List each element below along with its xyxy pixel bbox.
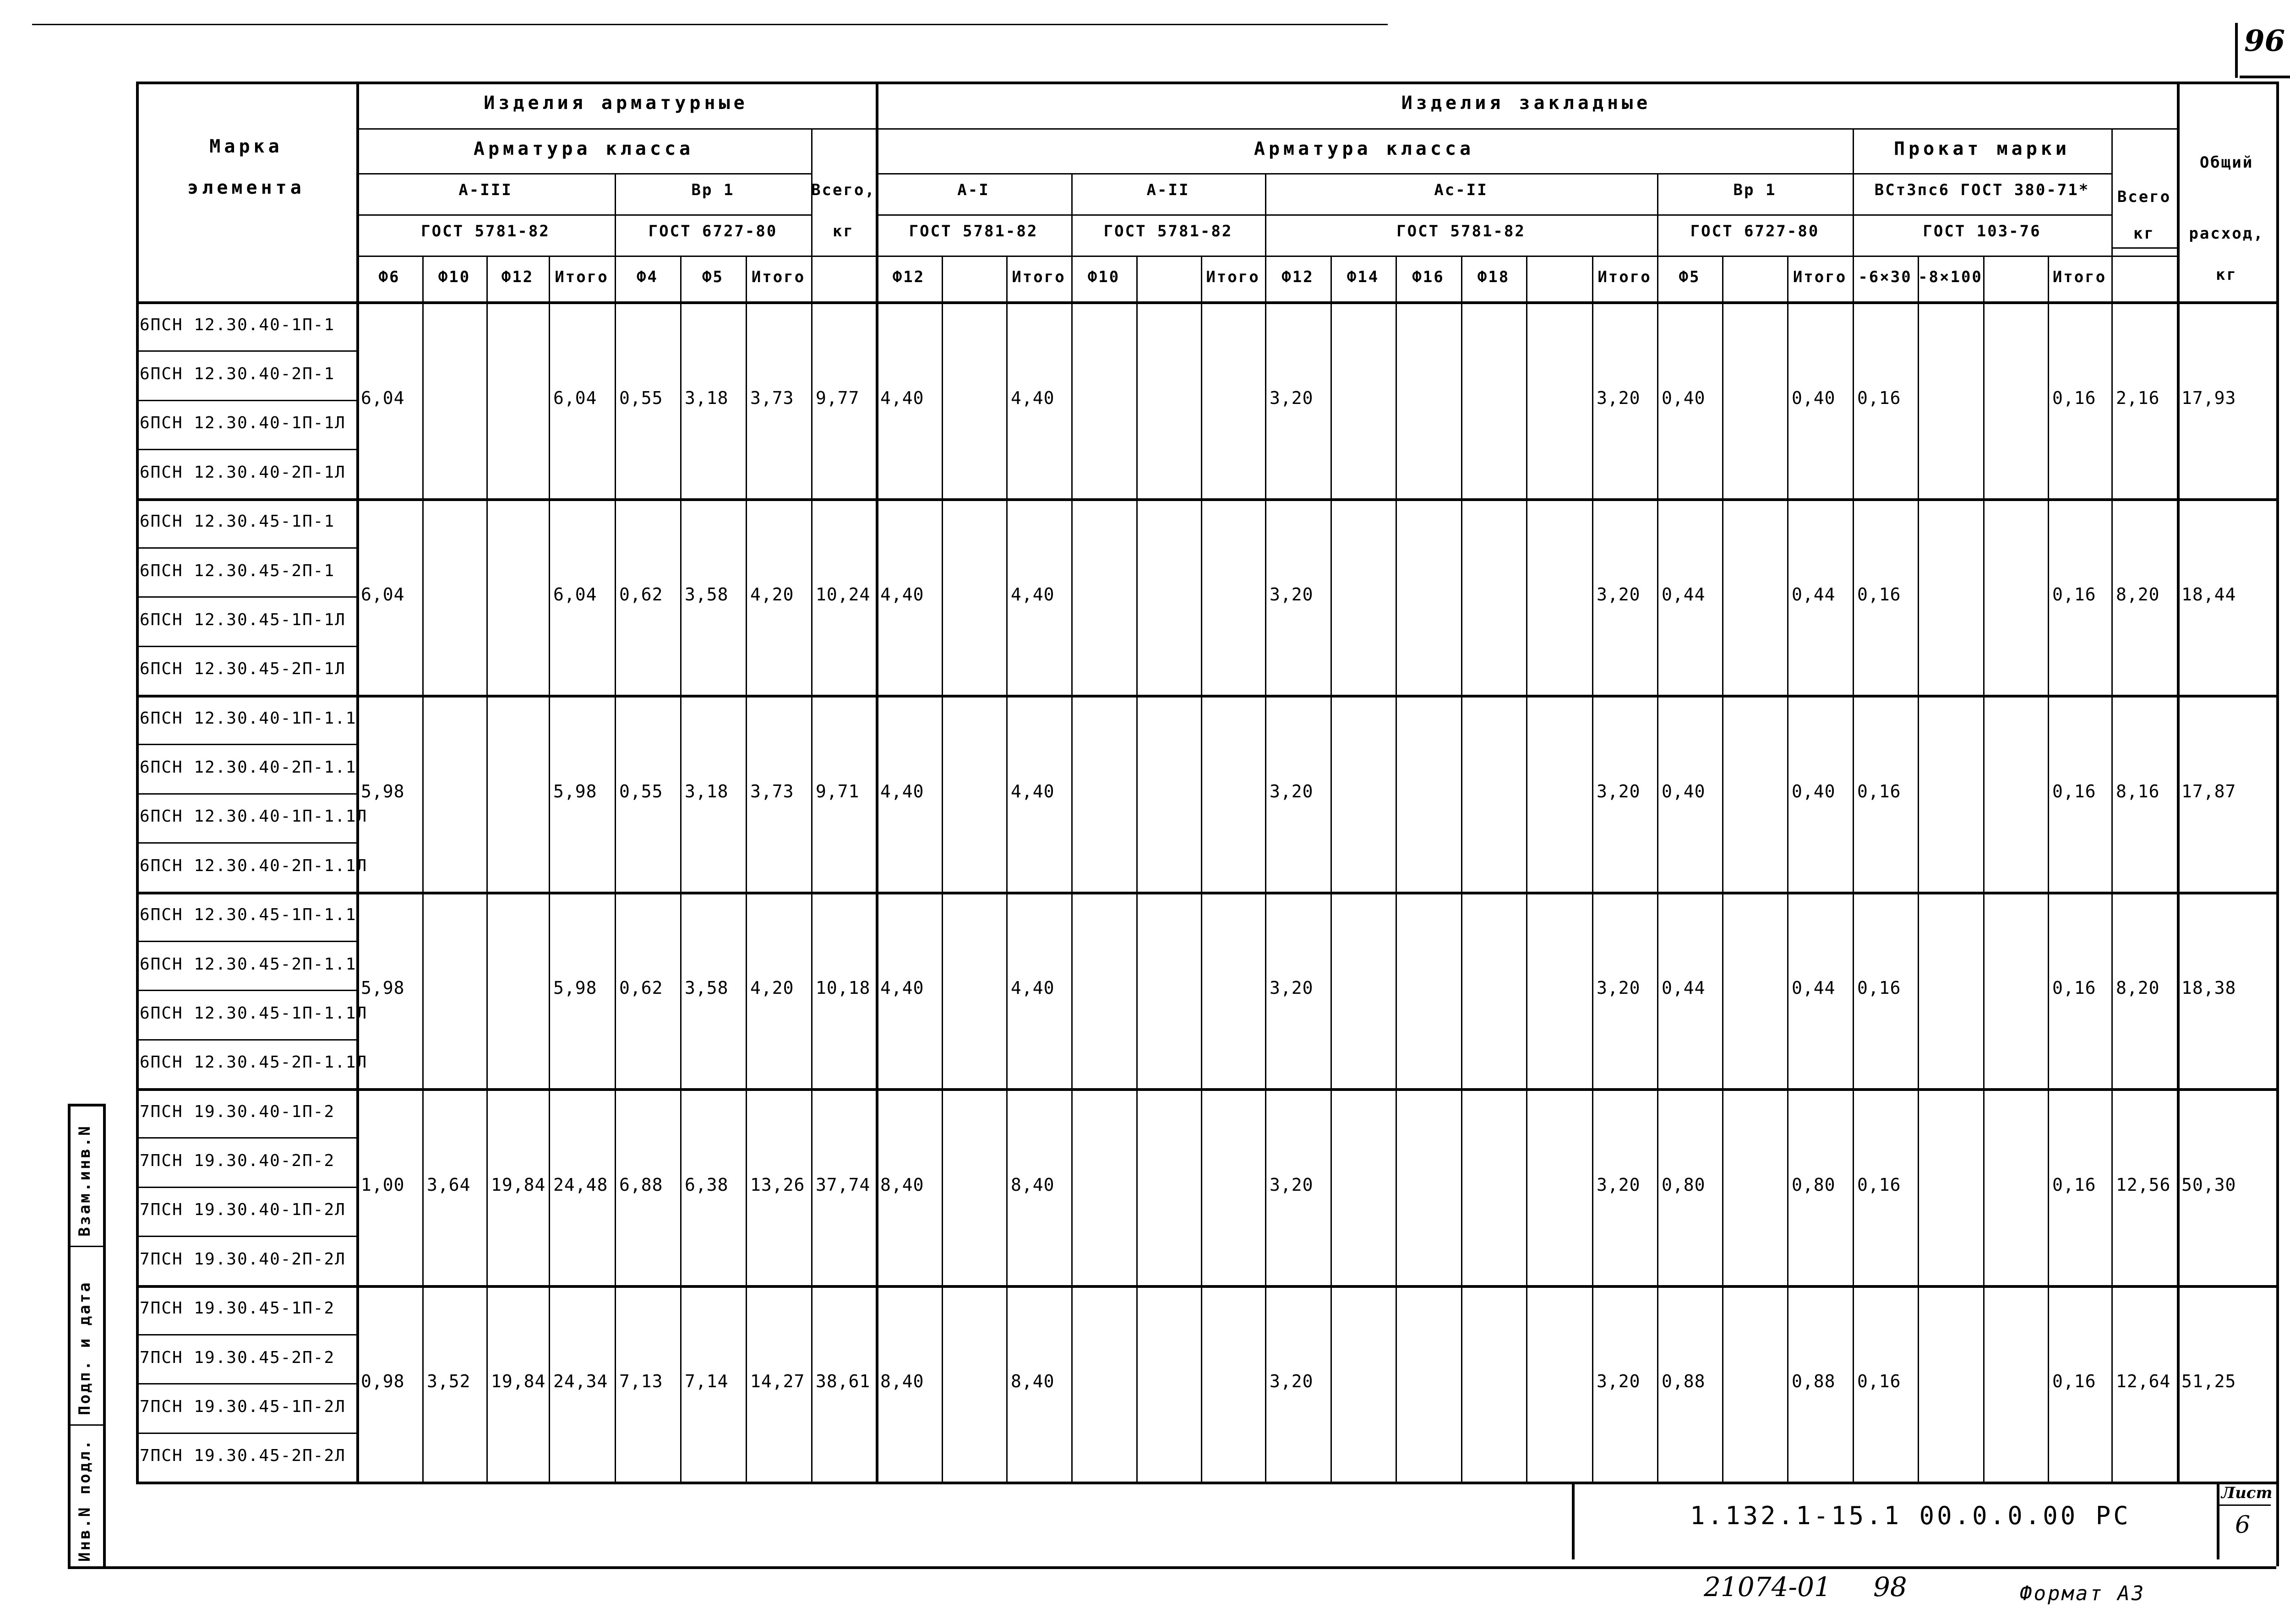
stamp-left-border bbox=[68, 1104, 71, 1566]
header-mark-sub: элемента bbox=[187, 177, 305, 198]
element-mark: 6ПСН 12.30.45-2П-1Л bbox=[140, 659, 346, 679]
grid-line bbox=[876, 214, 2111, 216]
grid-line bbox=[136, 1482, 2276, 1484]
element-mark: 6ПСН 12.30.45-2П-1.1Л bbox=[140, 1053, 368, 1072]
table-value: 0,16 bbox=[2052, 584, 2096, 605]
grid-line bbox=[136, 82, 139, 1482]
element-mark: 6ПСН 12.30.40-1П-1.1Л bbox=[140, 807, 368, 826]
grid-line bbox=[356, 214, 811, 216]
table-value: 3,20 bbox=[1270, 584, 1314, 605]
element-mark: 7ПСН 19.30.40-2П-2Л bbox=[140, 1249, 346, 1269]
table-value: 0,44 bbox=[1792, 584, 1836, 605]
grid-line bbox=[136, 1236, 356, 1237]
grid-line bbox=[136, 1433, 356, 1434]
grid-line bbox=[136, 695, 2276, 698]
table-value: 0,16 bbox=[2052, 978, 2096, 998]
table-value: 0,16 bbox=[1857, 1371, 1901, 1392]
grid-line bbox=[136, 82, 2276, 84]
header-diameter: Ф16 bbox=[1412, 268, 1445, 286]
grid-line bbox=[811, 256, 812, 1482]
stamp-mid-border bbox=[103, 1104, 106, 1566]
title-block-sheet-left bbox=[2217, 1482, 2219, 1559]
header-diameter: Итого bbox=[1598, 268, 1652, 286]
element-mark: 6ПСН 12.30.45-1П-1.1Л bbox=[140, 1003, 368, 1023]
grid-line bbox=[136, 892, 2276, 894]
grid-line bbox=[942, 256, 943, 1482]
table-value: 3,20 bbox=[1270, 1174, 1314, 1195]
table-value: 4,40 bbox=[880, 584, 924, 605]
grid-line bbox=[549, 256, 550, 1482]
grid-line bbox=[1657, 256, 1658, 1482]
grid-line bbox=[1265, 256, 1266, 1482]
title-block-left bbox=[1572, 1482, 1575, 1559]
header-general-2: расход, bbox=[2189, 224, 2264, 243]
grid-line bbox=[136, 1334, 356, 1335]
grid-line bbox=[1396, 256, 1397, 1482]
header-diameter: Ф12 bbox=[892, 268, 925, 286]
element-mark: 6ПСН 12.30.40-2П-1.1 bbox=[140, 758, 357, 777]
table-value: 3,64 bbox=[427, 1174, 471, 1195]
table-value: 0,16 bbox=[2052, 1371, 2096, 1392]
grid-line bbox=[2111, 256, 2113, 1482]
grid-line bbox=[876, 173, 2111, 174]
table-value: 13,26 bbox=[750, 1174, 805, 1195]
grid-line bbox=[136, 941, 356, 942]
header-diameter: Итого bbox=[555, 268, 609, 286]
table-value: 8,20 bbox=[2116, 584, 2160, 605]
header-diameter: Ф10 bbox=[438, 268, 471, 286]
header-diameter: Ф5 bbox=[702, 268, 724, 286]
table-value: 4,40 bbox=[1011, 387, 1055, 408]
header-diameter: Итого bbox=[1012, 268, 1066, 286]
grid-line bbox=[1983, 256, 1985, 1482]
table-value: 0,16 bbox=[1857, 781, 1901, 801]
table-value: 1,00 bbox=[361, 1174, 405, 1195]
header-gost-left-0: ГОСТ 5781-82 bbox=[421, 222, 550, 240]
table-value: 0,44 bbox=[1792, 978, 1836, 998]
element-mark: 6ПСН 12.30.45-2П-1 bbox=[140, 561, 335, 580]
table-value: 17,87 bbox=[2181, 781, 2236, 801]
table-value: 4,20 bbox=[750, 584, 794, 605]
table-value: 0,40 bbox=[1662, 387, 1706, 408]
grid-line bbox=[1918, 256, 1919, 1482]
grid-line bbox=[136, 350, 356, 352]
table-value: 6,04 bbox=[553, 387, 597, 408]
table-value: 3,20 bbox=[1270, 781, 1314, 801]
table-value: 0,16 bbox=[1857, 1174, 1901, 1195]
table-value: 9,77 bbox=[816, 387, 860, 408]
table-value: 0,98 bbox=[361, 1371, 405, 1392]
table-value: 0,88 bbox=[1662, 1371, 1706, 1392]
table-value: 6,04 bbox=[361, 584, 405, 605]
archive-page: 98 bbox=[1873, 1571, 1907, 1602]
table-value: 3,18 bbox=[685, 387, 729, 408]
grid-line bbox=[136, 1285, 2276, 1288]
grid-line bbox=[136, 1383, 356, 1384]
element-mark: 6ПСН 12.30.40-2П-1Л bbox=[140, 463, 346, 482]
table-value: 8,40 bbox=[1011, 1174, 1055, 1195]
grid-line bbox=[136, 498, 2276, 501]
grid-line bbox=[2177, 82, 2180, 1482]
side-label-sign: Подп. и дата bbox=[76, 1281, 94, 1415]
header-diameter: Ф4 bbox=[637, 268, 658, 286]
element-mark: 6ПСН 12.30.45-1П-1.1 bbox=[140, 905, 357, 925]
element-mark: 6ПСН 12.30.40-1П-1 bbox=[140, 315, 335, 334]
table-value: 0,40 bbox=[1662, 781, 1706, 801]
grid-line bbox=[356, 173, 811, 174]
element-mark: 6ПСН 12.30.40-1П-1Л bbox=[140, 414, 346, 433]
element-mark: 7ПСН 19.30.40-1П-2 bbox=[140, 1102, 335, 1121]
grid-line bbox=[356, 128, 2177, 130]
table-value: 9,71 bbox=[816, 781, 860, 801]
grid-line bbox=[136, 1187, 356, 1188]
table-value: 3,20 bbox=[1270, 387, 1314, 408]
header-gost-right-4: ГОСТ 103-76 bbox=[1923, 222, 2041, 240]
element-mark: 7ПСН 19.30.40-2П-2 bbox=[140, 1151, 335, 1171]
table-value: 12,64 bbox=[2116, 1371, 2171, 1392]
table-value: 6,38 bbox=[685, 1174, 729, 1195]
grid-line bbox=[136, 301, 2276, 304]
grid-line bbox=[1526, 256, 1527, 1482]
top-sheet-number: 96 bbox=[2244, 24, 2285, 58]
element-mark: 7ПСН 19.30.45-2П-2 bbox=[140, 1348, 335, 1367]
table-value: 0,44 bbox=[1662, 584, 1706, 605]
table-value: 0,55 bbox=[619, 387, 663, 408]
header-diameter: Ф12 bbox=[501, 268, 534, 286]
side-label-inv: Инв.N подл. bbox=[76, 1438, 94, 1562]
table-value: 8,40 bbox=[1011, 1371, 1055, 1392]
table-value: 4,40 bbox=[1011, 978, 1055, 998]
grid-line bbox=[1136, 256, 1138, 1482]
header-class-left-0: A-III bbox=[458, 181, 513, 199]
header-gost-left-1: ГОСТ 6727-80 bbox=[648, 222, 778, 240]
grid-line bbox=[680, 256, 682, 1482]
table-value: 8,40 bbox=[880, 1371, 924, 1392]
header-total-short: Всего bbox=[2117, 188, 2171, 206]
table-value: 2,16 bbox=[2116, 387, 2160, 408]
element-mark: 6ПСН 12.30.40-2П-1.1Л bbox=[140, 856, 368, 875]
element-mark: 7ПСН 19.30.40-1П-2Л bbox=[140, 1200, 346, 1220]
table-value: 4,20 bbox=[750, 978, 794, 998]
table-value: 4,40 bbox=[880, 781, 924, 801]
sheet-number: 6 bbox=[2235, 1511, 2251, 1539]
table-value: 37,74 bbox=[816, 1174, 871, 1195]
table-value: 3,52 bbox=[427, 1371, 471, 1392]
table-value: 3,20 bbox=[1597, 1174, 1641, 1195]
table-value: 3,73 bbox=[750, 387, 794, 408]
header-rebar-class-right: Арматура класса bbox=[1254, 138, 1475, 159]
table-value: 3,20 bbox=[1597, 1371, 1641, 1392]
table-value: 50,30 bbox=[2181, 1174, 2236, 1195]
table-value: 8,20 bbox=[2116, 978, 2160, 998]
table-value: 0,16 bbox=[1857, 584, 1901, 605]
grid-line bbox=[2276, 82, 2279, 1566]
table-value: 17,93 bbox=[2181, 387, 2236, 408]
grid-line bbox=[136, 842, 356, 844]
element-mark: 7ПСН 19.30.45-2П-2Л bbox=[140, 1446, 346, 1466]
header-gost-right-2: ГОСТ 5781-82 bbox=[1396, 222, 1526, 240]
document-code: 1.132.1-15.1 00.0.0.00 РС bbox=[1690, 1501, 2131, 1530]
table-value: 0,62 bbox=[619, 978, 663, 998]
table-value: 4,40 bbox=[1011, 584, 1055, 605]
table-value: 6,04 bbox=[553, 584, 597, 605]
table-value: 5,98 bbox=[361, 781, 405, 801]
header-class-right-0: A-I bbox=[957, 181, 990, 199]
header-class-left-1: Bp 1 bbox=[691, 181, 735, 199]
table-value: 8,40 bbox=[880, 1174, 924, 1195]
grid-line bbox=[746, 256, 747, 1482]
table-value: 24,48 bbox=[553, 1174, 608, 1195]
grid-line bbox=[1722, 256, 1723, 1482]
table-value: 3,20 bbox=[1597, 978, 1641, 998]
sheet-label: Лист bbox=[2221, 1484, 2273, 1502]
header-mark-title: Марка bbox=[209, 136, 283, 157]
table-value: 8,16 bbox=[2116, 781, 2160, 801]
grid-line bbox=[1330, 256, 1332, 1482]
table-value: 24,34 bbox=[553, 1371, 608, 1392]
header-diameter: Ф14 bbox=[1347, 268, 1379, 286]
grid-line bbox=[136, 990, 356, 991]
grid-line bbox=[1853, 256, 1854, 1482]
side-label-replace: Взам.инв.N bbox=[76, 1124, 94, 1237]
table-value: 18,44 bbox=[2181, 584, 2236, 605]
grid-line bbox=[1006, 256, 1008, 1482]
header-diameter: Ф18 bbox=[1477, 268, 1510, 286]
table-value: 3,73 bbox=[750, 781, 794, 801]
header-total-weight-unit: кг bbox=[833, 222, 854, 240]
header-rebar-class-left: Арматура класса bbox=[473, 138, 694, 159]
table-value: 5,98 bbox=[553, 781, 597, 801]
header-diameter: Ф6 bbox=[378, 268, 400, 286]
header-class-right-2: Ac-II bbox=[1434, 181, 1488, 199]
grid-line bbox=[136, 449, 356, 450]
header-diameter: -8×100 bbox=[1918, 268, 1983, 286]
header-diameter: Итого bbox=[1206, 268, 1260, 286]
archive-number: 21074-01 bbox=[1704, 1571, 1831, 1602]
table-value: 6,04 bbox=[361, 387, 405, 408]
table-value: 3,20 bbox=[1597, 781, 1641, 801]
table-value: 0,16 bbox=[2052, 387, 2096, 408]
table-value: 5,98 bbox=[361, 978, 405, 998]
header-general-1: Общий bbox=[2199, 153, 2254, 172]
grid-line bbox=[356, 82, 359, 1482]
table-value: 0,16 bbox=[1857, 978, 1901, 998]
grid-line bbox=[136, 793, 356, 795]
grid-line bbox=[356, 256, 2177, 257]
header-diameter: Ф10 bbox=[1087, 268, 1120, 286]
table-value: 3,20 bbox=[1597, 584, 1641, 605]
table-value: 0,80 bbox=[1792, 1174, 1836, 1195]
element-mark: 7ПСН 19.30.45-1П-2 bbox=[140, 1299, 335, 1318]
table-value: 0,16 bbox=[1857, 387, 1901, 408]
stamp-top bbox=[68, 1104, 104, 1106]
header-class-right-1: A-II bbox=[1146, 181, 1190, 199]
grid-line bbox=[1592, 256, 1593, 1482]
table-value: 0,88 bbox=[1792, 1371, 1836, 1392]
grid-line bbox=[876, 256, 877, 1482]
element-mark: 6ПСН 12.30.45-2П-1.1 bbox=[140, 954, 357, 974]
header-diameter: Ф12 bbox=[1281, 268, 1314, 286]
header-rebar-products: Изделия арматурные bbox=[484, 93, 748, 114]
table-value: 38,61 bbox=[816, 1371, 871, 1392]
header-diameter: Ф5 bbox=[1679, 268, 1701, 286]
header-gost-right-0: ГОСТ 5781-82 bbox=[909, 222, 1038, 240]
table-value: 4,40 bbox=[1011, 781, 1055, 801]
grid-line bbox=[136, 400, 356, 401]
table-value: 5,98 bbox=[553, 978, 597, 998]
grid-line bbox=[486, 256, 488, 1482]
grid-line bbox=[103, 1566, 2276, 1569]
table-value: 3,18 bbox=[685, 781, 729, 801]
header-class-right-3: Bp 1 bbox=[1733, 181, 1777, 199]
header-diameter: -6×30 bbox=[1858, 268, 1912, 286]
table-value: 4,40 bbox=[880, 978, 924, 998]
grid-line bbox=[1461, 256, 1462, 1482]
element-mark: 6ПСН 12.30.45-1П-1Л bbox=[140, 610, 346, 629]
grid-line bbox=[136, 1088, 2276, 1091]
table-value: 51,25 bbox=[2181, 1371, 2236, 1392]
header-total-weight: Всего, bbox=[811, 181, 876, 199]
element-mark: 6ПСН 12.30.45-1П-1 bbox=[140, 512, 335, 531]
table-value: 10,18 bbox=[816, 978, 871, 998]
header-total-short-unit: кг bbox=[2133, 224, 2155, 243]
grid-line bbox=[1071, 256, 1073, 1482]
table-value: 3,20 bbox=[1270, 978, 1314, 998]
table-value: 0,40 bbox=[1792, 387, 1836, 408]
table-value: 12,56 bbox=[2116, 1174, 2171, 1195]
grid-line bbox=[136, 1137, 356, 1139]
table-value: 3,58 bbox=[685, 584, 729, 605]
table-value: 19,84 bbox=[491, 1371, 546, 1392]
table-value: 0,16 bbox=[2052, 781, 2096, 801]
header-diameter: Итого bbox=[751, 268, 806, 286]
grid-line bbox=[136, 596, 356, 598]
table-value: 0,44 bbox=[1662, 978, 1706, 998]
table-value: 7,13 bbox=[619, 1371, 663, 1392]
table-value: 0,62 bbox=[619, 584, 663, 605]
table-value: 3,20 bbox=[1597, 387, 1641, 408]
stamp-div-2 bbox=[68, 1424, 104, 1426]
element-mark: 6ПСН 12.30.40-2П-1 bbox=[140, 365, 335, 384]
grid-line bbox=[1201, 256, 1202, 1482]
table-value: 19,84 bbox=[491, 1174, 546, 1195]
stamp-bottom bbox=[68, 1566, 104, 1569]
header-diameter: Итого bbox=[2052, 268, 2107, 286]
table-value: 0,16 bbox=[2052, 1174, 2096, 1195]
format-label: Формат А3 bbox=[2020, 1582, 2146, 1605]
header-class-right-4: ВСт3пс6 ГОСТ 380-71* bbox=[1874, 181, 2090, 199]
header-gost-right-3: ГОСТ 6727-80 bbox=[1690, 222, 1820, 240]
grid-line bbox=[615, 256, 616, 1482]
stamp-div-1 bbox=[68, 1246, 104, 1247]
header-general-3: кг bbox=[2216, 266, 2237, 284]
header-diameter: Итого bbox=[1793, 268, 1847, 286]
table-value: 0,80 bbox=[1662, 1174, 1706, 1195]
table-value: 14,27 bbox=[750, 1371, 805, 1392]
element-mark: 7ПСН 19.30.45-1П-2Л bbox=[140, 1397, 346, 1416]
element-mark: 6ПСН 12.30.40-1П-1.1 bbox=[140, 708, 357, 728]
table-value: 3,58 bbox=[685, 978, 729, 998]
grid-line bbox=[2111, 247, 2177, 249]
grid-line bbox=[422, 256, 424, 1482]
title-block-sheet-div bbox=[2217, 1504, 2271, 1506]
grid-line bbox=[136, 1039, 356, 1041]
table-value: 0,55 bbox=[619, 781, 663, 801]
header-embedded-products: Изделия закладные bbox=[1401, 93, 1652, 114]
grid-line bbox=[1787, 256, 1788, 1482]
table-value: 3,20 bbox=[1270, 1371, 1314, 1392]
table-value: 4,40 bbox=[880, 387, 924, 408]
grid-line bbox=[2048, 256, 2049, 1482]
table-value: 7,14 bbox=[685, 1371, 729, 1392]
header-gost-right-1: ГОСТ 5781-82 bbox=[1103, 222, 1233, 240]
grid-line bbox=[136, 744, 356, 745]
grid-line bbox=[136, 547, 356, 549]
table-value: 6,88 bbox=[619, 1174, 663, 1195]
table-value: 18,38 bbox=[2181, 978, 2236, 998]
grid-line bbox=[136, 646, 356, 647]
table-value: 10,24 bbox=[816, 584, 871, 605]
header-rolled-grade: Прокат марки bbox=[1894, 138, 2070, 159]
table-value: 0,40 bbox=[1792, 781, 1836, 801]
